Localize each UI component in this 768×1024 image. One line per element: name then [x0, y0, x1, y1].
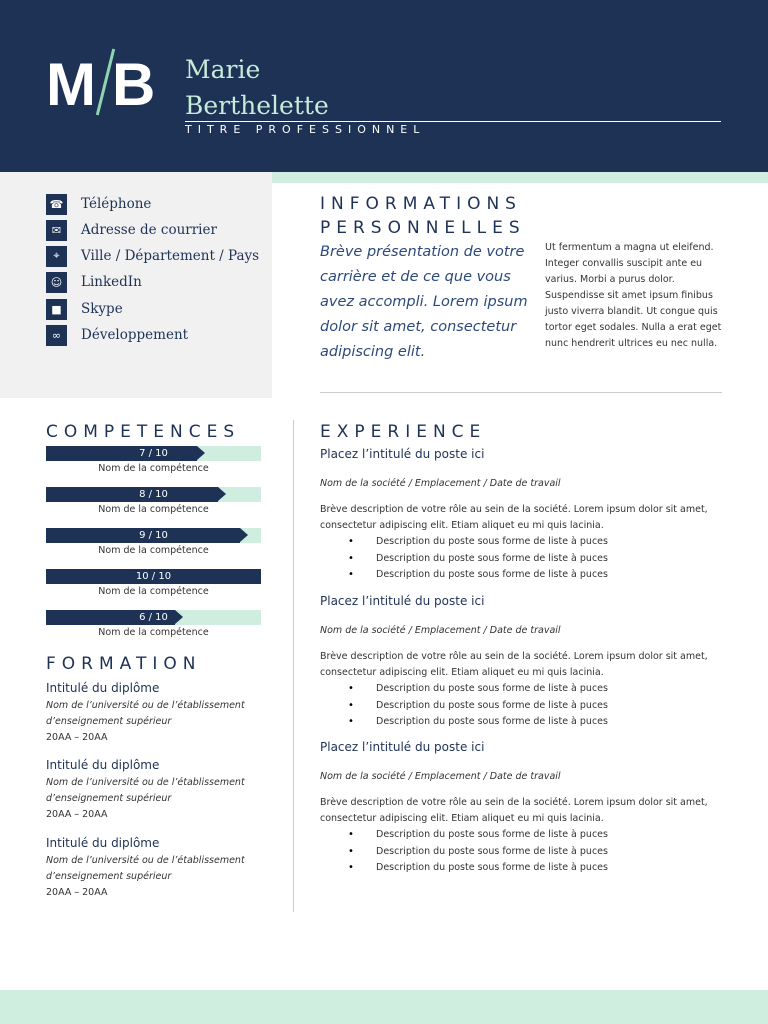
phone-icon: ☎: [46, 194, 67, 215]
school-name: Nom de l’université ou de l’établissement d’enseignement supérieur: [46, 777, 245, 804]
monogram-logo: [46, 44, 166, 124]
contact-label: Téléphone: [81, 196, 152, 212]
job-description: Brève description de votre rôle au sein de la société. Lorem ipsum dolor sit amet, consectetur adipiscing elit. Etiam aliquet eu mi quis lacinia.: [320, 651, 708, 678]
job-bullets: [320, 827, 722, 877]
list-item: • Description du poste sous forme de liste à puces: [320, 827, 722, 844]
degree-title: Intitulé du diplôme: [46, 681, 160, 695]
skill-name: Nom de la compétence: [98, 627, 209, 638]
list-item: • Description du poste sous forme de liste à puces: [320, 681, 722, 698]
location-icon: ⌖: [46, 246, 67, 267]
header-banner: [0, 0, 768, 172]
mail-icon: ✉: [46, 220, 67, 241]
contact-item-location[interactable]: [46, 245, 259, 267]
job-entry: [320, 739, 722, 877]
list-item: • Description du poste sous forme de liste à puces: [320, 714, 722, 731]
education-years: 20AA – 20AA: [46, 887, 108, 898]
education-years: 20AA – 20AA: [46, 809, 108, 820]
skill-score: 8 / 10: [139, 489, 168, 500]
education-section-title: FORMATION: [46, 654, 202, 674]
skill-name: Nom de la compétence: [98, 463, 209, 474]
skill-score: 10 / 10: [135, 571, 172, 582]
column-divider: [293, 420, 294, 912]
contact-item-phone[interactable]: [46, 193, 151, 215]
contact-label: Adresse de courrier: [81, 222, 217, 238]
skill-item: [46, 610, 261, 646]
intro-side-text: Ut fermentum a magna ut eleifend. Integer convallis suscipit ante eu varius. Morbi a purus dolor. Suspendisse sit amet ipsum finibus justo viverra blandit. Ut congue quis tortor eget sodales. Nulla a erat eget nunc hendrerit ultrices eu nec nulla.: [545, 242, 722, 349]
list-item: • Description du poste sous forme de liste à puces: [320, 551, 722, 568]
job-company: Nom de la société / Emplacement / Date de travail: [320, 625, 561, 636]
accent-strip: [272, 172, 768, 183]
degree-title: Intitulé du diplôme: [46, 836, 160, 850]
education-item: [46, 757, 276, 823]
contact-item-linkedin[interactable]: [46, 271, 142, 293]
last-name: Berthelette: [185, 91, 329, 120]
info-divider: [320, 392, 722, 393]
job-entry: [320, 593, 722, 731]
school-name: Nom de l’université ou de l’établissement d’enseignement supérieur: [46, 855, 245, 882]
intro-text: Brève présentation de votre carrière et de ce que vous avez accompli. Lorem ipsum dolor sit amet, consectetur adipiscing elit.: [320, 244, 528, 360]
skill-item: [46, 569, 261, 605]
skill-name: Nom de la compétence: [98, 504, 209, 515]
link-icon: ∞: [46, 325, 67, 346]
list-item: • Description du poste sous forme de liste à puces: [320, 860, 722, 877]
monogram-initial-m: M: [46, 51, 94, 118]
job-title: Placez l’intitulé du poste ici: [320, 740, 485, 754]
contact-item-mail[interactable]: [46, 219, 217, 241]
degree-title: Intitulé du diplôme: [46, 758, 160, 772]
job-title: Placez l’intitulé du poste ici: [320, 447, 485, 461]
education-years: 20AA – 20AA: [46, 732, 108, 743]
contact-panel: [0, 172, 272, 398]
skill-item: [46, 528, 261, 564]
info-title-line2: PERSONNELLES: [320, 218, 526, 238]
education-item: [46, 680, 276, 746]
job-company: Nom de la société / Emplacement / Date de travail: [320, 771, 561, 782]
full-name: [185, 52, 329, 124]
list-item: • Description du poste sous forme de liste à puces: [320, 698, 722, 715]
info-title-line1: INFORMATIONS: [320, 194, 522, 214]
list-item: • Description du poste sous forme de liste à puces: [320, 534, 722, 551]
skill-item: [46, 487, 261, 523]
skill-score: 7 / 10: [139, 448, 168, 459]
skills-section-title: COMPETENCES: [46, 422, 241, 442]
skill-score: 6 / 10: [139, 612, 168, 623]
skill-name: Nom de la compétence: [98, 586, 209, 597]
contact-label: LinkedIn: [81, 274, 142, 290]
school-name: Nom de l’université ou de l’établissement d’enseignement supérieur: [46, 700, 245, 727]
skype-icon: ■: [46, 299, 67, 320]
education-item: [46, 835, 276, 901]
footer-band: [0, 990, 768, 1024]
job-title: Placez l’intitulé du poste ici: [320, 594, 485, 608]
info-section-title: [320, 192, 526, 240]
contact-label: Skype: [81, 301, 123, 317]
linkedin-icon: ☺: [46, 272, 67, 293]
skill-name: Nom de la compétence: [98, 545, 209, 556]
first-name: Marie: [185, 55, 261, 84]
contact-item-development[interactable]: [46, 324, 188, 346]
monogram-initial-b: B: [112, 51, 156, 118]
skill-item: [46, 446, 261, 482]
experience-section-title: EXPERIENCE: [320, 422, 487, 442]
job-entry: [320, 446, 722, 584]
contact-item-skype[interactable]: [46, 298, 123, 320]
job-description: Brève description de votre rôle au sein de la société. Lorem ipsum dolor sit amet, consectetur adipiscing elit. Etiam aliquet eu mi quis lacinia.: [320, 504, 708, 531]
job-company: Nom de la société / Emplacement / Date de travail: [320, 478, 561, 489]
job-description: Brève description de votre rôle au sein de la société. Lorem ipsum dolor sit amet, consectetur adipiscing elit. Etiam aliquet eu mi quis lacinia.: [320, 797, 708, 824]
skill-score: 9 / 10: [139, 530, 168, 541]
job-title: TITRE PROFESSIONNEL: [185, 123, 426, 136]
list-item: • Description du poste sous forme de liste à puces: [320, 844, 722, 861]
contact-label: Développement: [81, 327, 189, 343]
list-item: • Description du poste sous forme de liste à puces: [320, 567, 722, 584]
job-bullets: [320, 681, 722, 731]
contact-label: Ville / Département / Pays: [81, 248, 260, 264]
job-bullets: [320, 534, 722, 584]
header-divider: [185, 121, 721, 122]
